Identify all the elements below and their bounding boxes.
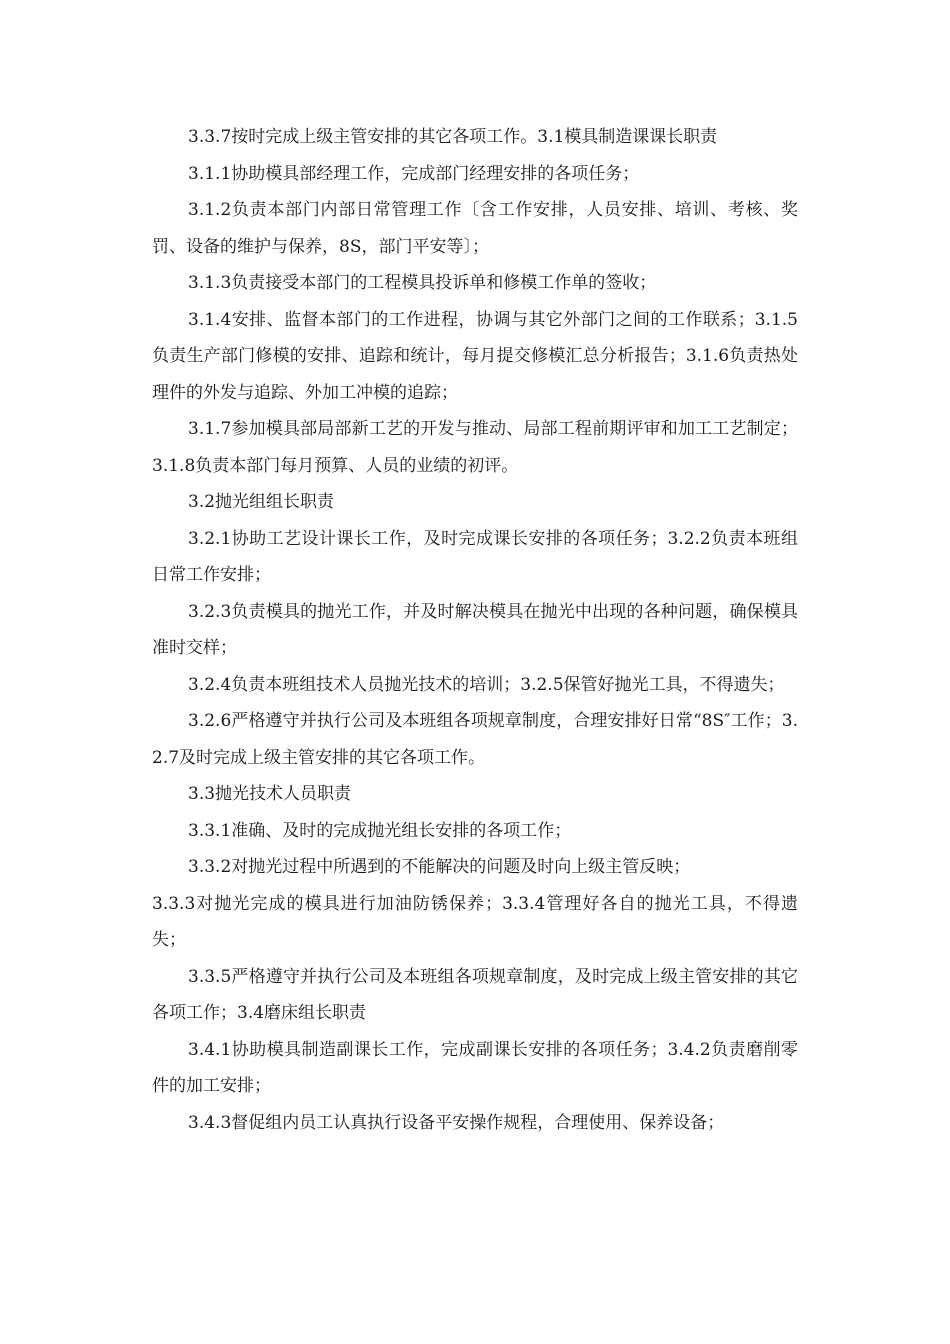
paragraph-16: 3.4.1协助模具制造副课长工作，完成副课长安排的各项任务；3.4.2负责磨削零件的加工安排；: [152, 1039, 798, 1096]
section-heading-3-3: 3.3抛光技术人员职责: [188, 784, 352, 804]
paragraph-17: 3.4.3督促组内员工认真执行设备平安操作规程，合理使用、保养设备；: [188, 1112, 725, 1133]
paragraph-2: 3.1.2负责本部门内部日常管理工作〔含工作安排，人员安排、培训、考核、奖罚、设备的维护与保养，8S，部门平安等〕；: [152, 200, 798, 257]
paragraph-13: 3.3.2对抛光过程中所遇到的不能解决的问题及时向上级主管反映；: [188, 857, 691, 877]
paragraph-7: 3.2.1协助工艺设计课长工作，及时完成课长安排的各项任务；3.2.2负责本班组日常工作安排；: [152, 528, 798, 585]
paragraph-8: 3.2.3负责模具的抛光工作，并及时解决模具在抛光中出现的各种问题，确保模具准时交样；: [152, 601, 798, 658]
paragraph-12: 3.3.1准确、及时的完成抛光组长安排的各项工作；: [188, 820, 572, 841]
paragraph-10: 3.2.6严格遵守并执行公司及本班组各项规章制度，合理安排好日常“8S″工作；3.2.7及时完成上级主管安排的其它各项工作。: [152, 711, 798, 768]
document-body: [152, 119, 798, 1141]
paragraph-4: 3.1.4安排、监督本部门的工作进程，协调与其它外部门之间的工作联系；3.1.5负责生产部门修模的安排、追踪和统计，每月提交修模汇总分析报告；3.1.6负责热处理件的外发与追踪、外加工冲模的追踪；: [152, 309, 798, 403]
paragraph-14: 3.3.3对抛光完成的模具进行加油防锈保养；3.3.4管理好各自的抛光工具，不得遗失；: [152, 893, 798, 950]
paragraph-1: 3.1.1协助模具部经理工作，完成部门经理安排的各项任务；: [188, 163, 640, 184]
paragraph-3: 3.1.3负责接受本部门的工程模具投诉单和修模工作单的签收；: [188, 273, 657, 293]
paragraph-0: 3.3.7按时完成上级主管安排的其它各项工作。3.1模具制造课课长职责: [188, 127, 718, 147]
paragraph-5: 3.1.7参加模具部局部新工艺的开发与推动、局部工程前期评审和加工工艺制定；3.1.8负责本部门每月预算、人员的业绩的初评。: [152, 419, 798, 476]
section-heading-3-2: 3.2抛光组组长职责: [188, 492, 335, 512]
paragraph-9: 3.2.4负责本班组技术人员抛光技术的培训；3.2.5保管好抛光工具，不得遗失；: [188, 674, 785, 695]
paragraph-15: 3.3.5严格遵守并执行公司及本班组各项规章制度，及时完成上级主管安排的其它各项工作；3.4磨床组长职责: [152, 966, 798, 1023]
